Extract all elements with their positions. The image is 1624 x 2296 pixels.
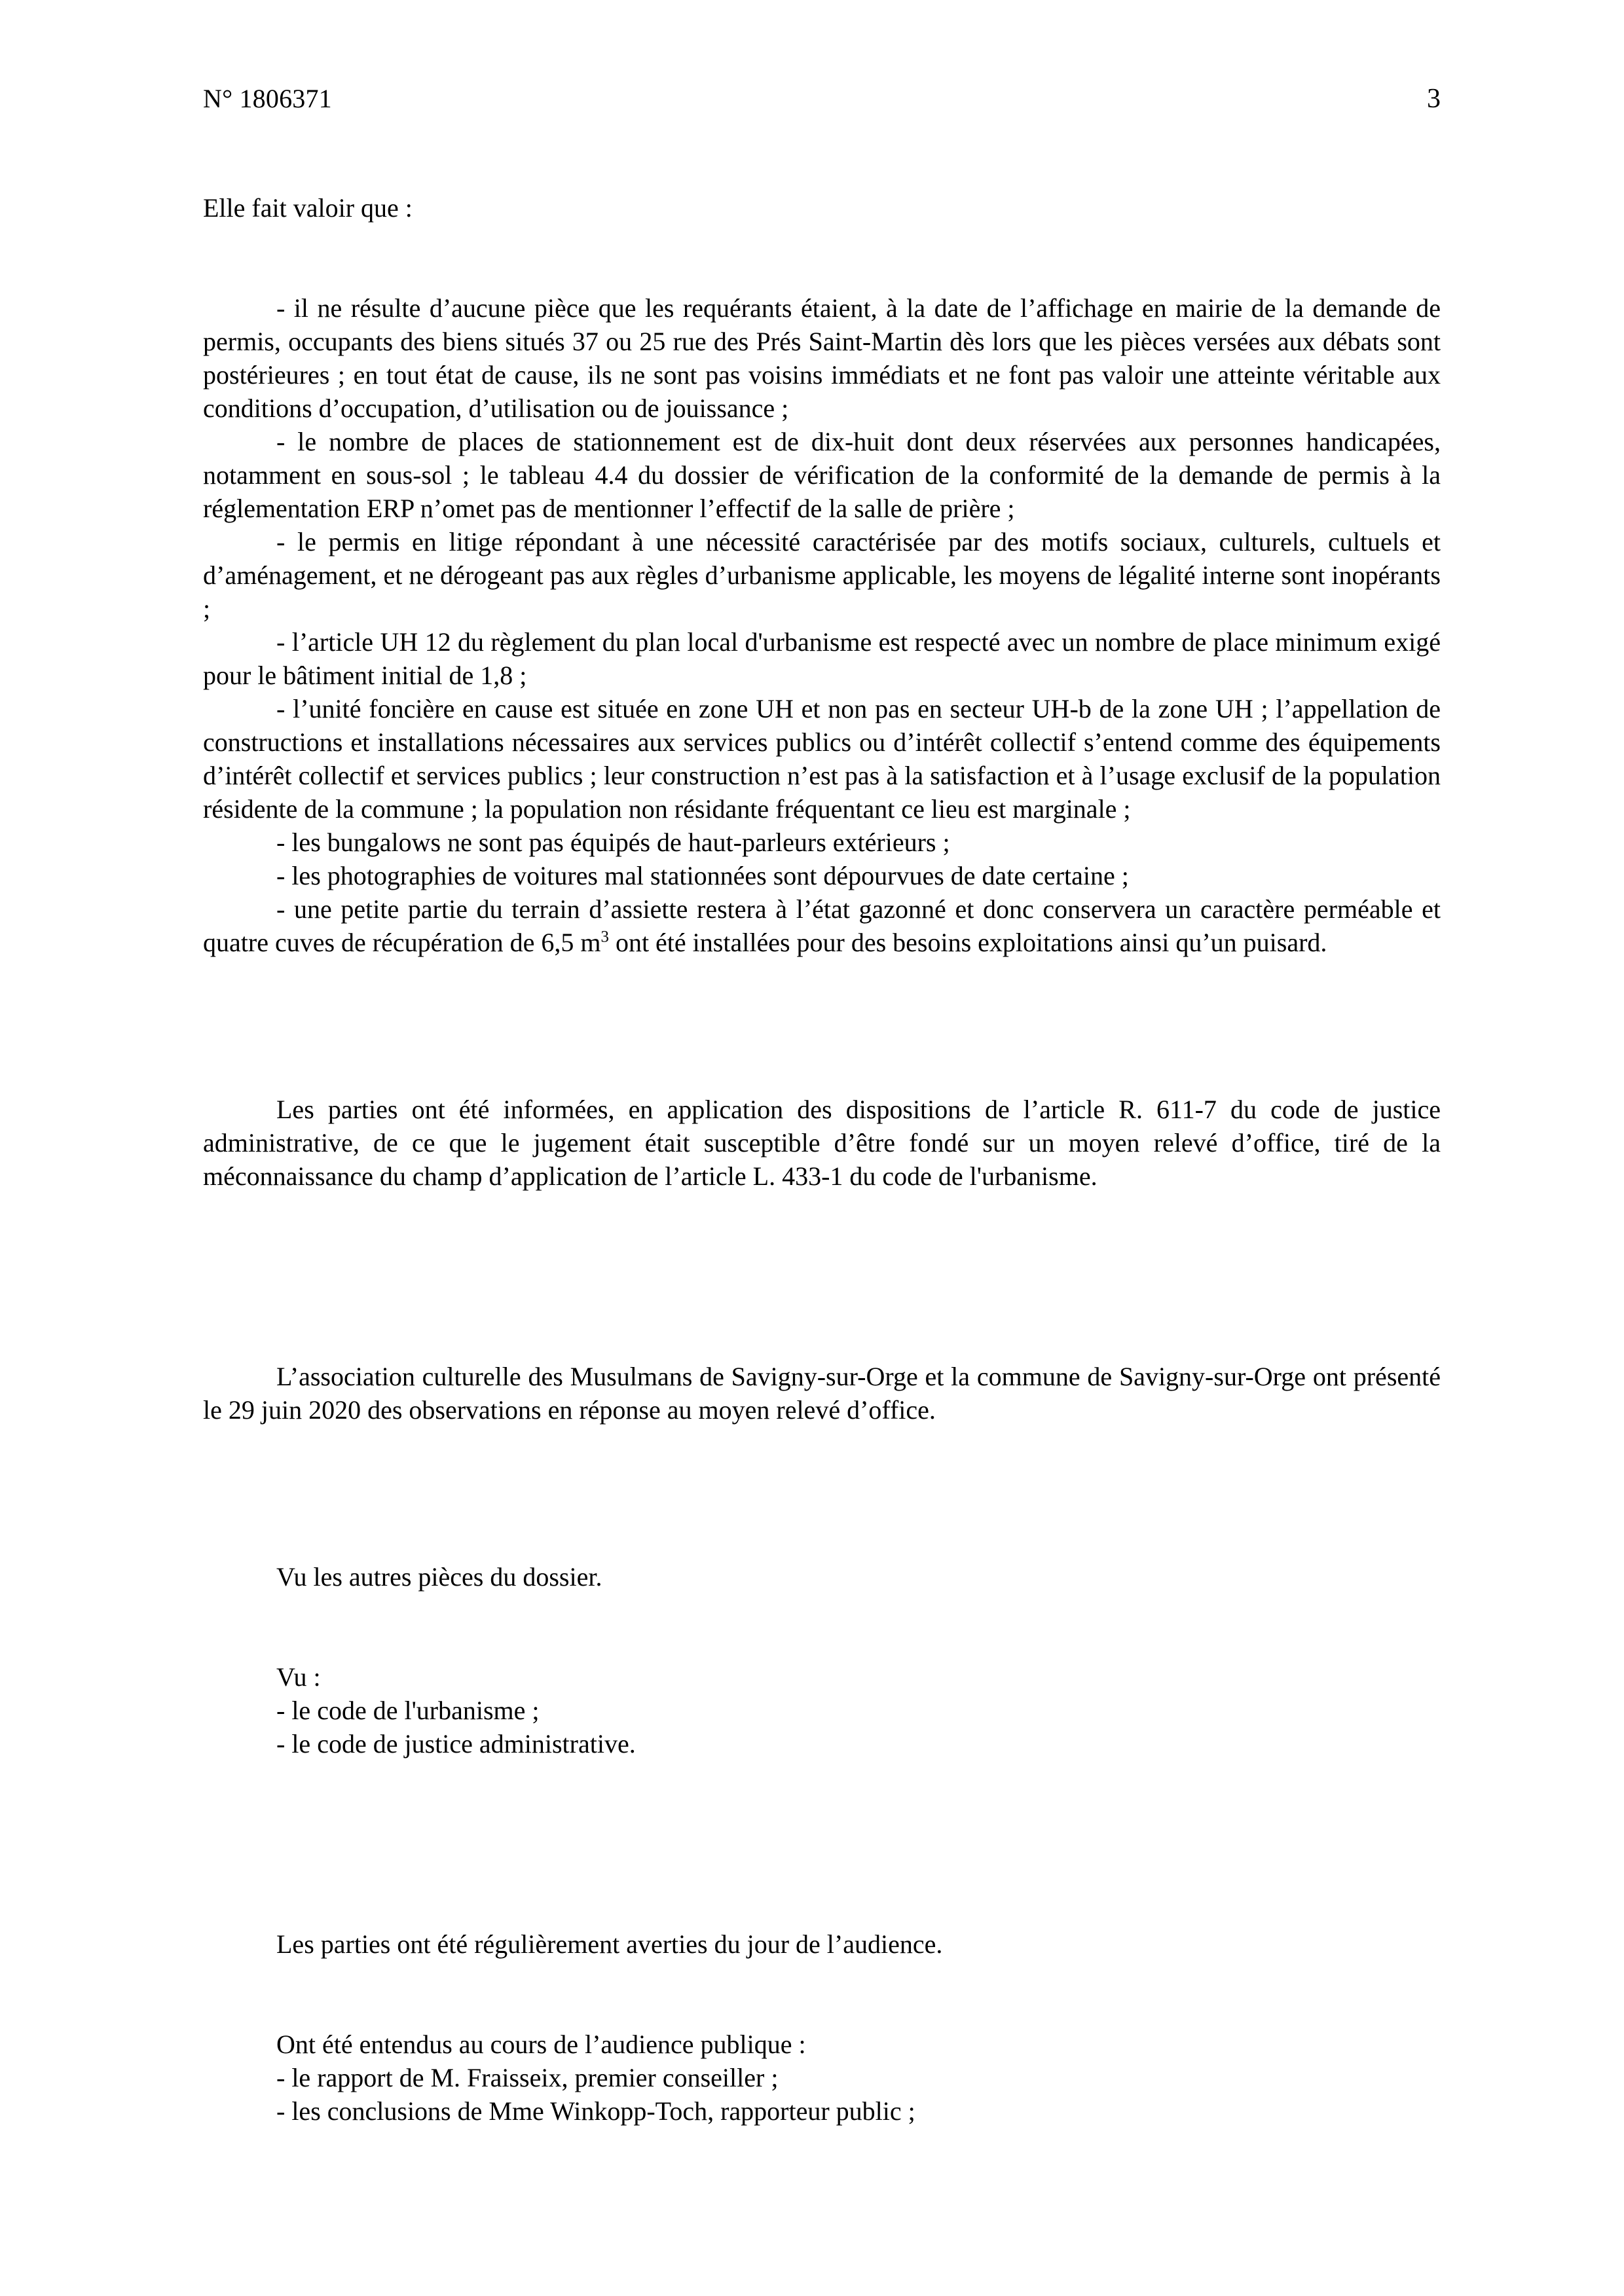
argument-item: - l’article UH 12 du règlement du plan local d'urbanisme est respecté avec un nombre de place minimum exigé pour le bâtiment initial de 1,8 ; bbox=[203, 627, 1441, 690]
argument-item: - il ne résulte d’aucune pièce que les requérants étaient, à la date de l’affichage en mairie de la demande de permis, occupants des biens situés 37 ou 25 rue des Prés Saint-Martin dès lors que les pièces versées aux débats sont postérieures ; en tout état de cause, ils ne sont pas voisins immédiats et ne font pas valoir une atteinte véritable aux conditions d’occupation, d’utilisation ou de jouissance ; bbox=[203, 293, 1441, 423]
spacer bbox=[203, 1193, 1441, 1293]
spacer bbox=[203, 1760, 1441, 1861]
spacer bbox=[203, 1861, 1441, 1927]
intro-paragraph: Elle fait valoir que : bbox=[203, 193, 413, 223]
page-header bbox=[203, 82, 1441, 115]
argument-item: - le nombre de places de stationnement est de dix-huit dont deux réservées aux personnes handicapées, notamment en sous-sol ; le tableau 4.4 du dossier de vérification de la conformité de la demande de permis à la réglementation ERP n’omet pas de mentionner l’effectif de la salle de prière ; bbox=[203, 427, 1441, 523]
spacer bbox=[203, 1527, 1441, 1560]
argument-item-with-unit bbox=[203, 892, 1441, 959]
argument-text-after-unit: ont été installées pour des besoins exploitations ainsi qu’un puisard. bbox=[608, 928, 1327, 957]
spacer bbox=[203, 1961, 1441, 2028]
argument-item: - les photographies de voitures mal stationnées sont dépourvues de date certaine ; bbox=[276, 861, 1129, 890]
cubic-exponent: 3 bbox=[600, 928, 609, 946]
case-number: N° 1806371 bbox=[203, 84, 332, 113]
spacer bbox=[203, 225, 1441, 291]
heard-item: - le rapport de M. Fraisseix, premier conseiller ; bbox=[276, 2063, 779, 2092]
spacer bbox=[203, 959, 1441, 1059]
heard-label: Ont été entendus au cours de l’audience publique : bbox=[276, 2030, 806, 2059]
argument-item: - le permis en litige répondant à une nécessité caractérisée par des motifs sociaux, culturels, cultuels et d’aménagement, et ne dérogeant pas aux règles d’urbanisme applicable, les moyens de légalité interne sont inopérants ; bbox=[203, 527, 1441, 623]
argument-text-before-unit: - une petite partie du terrain d’assiette restera à l’état gazonné et donc conservera un caractère perméable et quatre cuves de récupération de 6,5 m bbox=[203, 894, 1441, 957]
vu-item: - le code de l'urbanisme ; bbox=[276, 1696, 540, 1725]
page-number: 3 bbox=[1427, 84, 1441, 114]
spacer bbox=[203, 1293, 1441, 1360]
vu-other-pieces: Vu les autres pièces du dossier. bbox=[276, 1562, 602, 1592]
argument-item: - les bungalows ne sont pas équipés de haut-parleurs extérieurs ; bbox=[276, 828, 950, 857]
hearing-notice: Les parties ont été régulièrement averties du jour de l’audience. bbox=[276, 1929, 943, 1959]
spacer bbox=[203, 1427, 1441, 1527]
body-column bbox=[203, 191, 1441, 2128]
heard-item: - les conclusions de Mme Winkopp-Toch, rapporteur public ; bbox=[276, 2096, 915, 2126]
spacer bbox=[203, 1594, 1441, 1660]
vu-label: Vu : bbox=[276, 1662, 321, 1692]
vu-item: - le code de justice administrative. bbox=[276, 1729, 636, 1758]
informed-parties-paragraph: Les parties ont été informées, en application des dispositions de l’article R. 611-7 du code de justice administrative, de ce que le jugement était susceptible d’être fondé sur un moyen relevé d’office, tiré de la méconnaissance du champ d’application de l’article L. 433-1 du code de l'urbanisme. bbox=[203, 1095, 1441, 1191]
argument-item: - l’unité foncière en cause est située en zone UH et non pas en secteur UH-b de la zone UH ; l’appellation de constructions et installations nécessaires aux services publics ou d’intérêt collectif s’entend comme des équipements d’intérêt collectif et services publics ; leur construction n’est pas à la satisfaction et à l’usage exclusif de la population résidente de la commune ; la population non résidante fréquentant ce lieu est marginale ; bbox=[203, 694, 1441, 824]
observations-paragraph: L’association culturelle des Musulmans de Savigny-sur-Orge et la commune de Savigny-sur-Orge ont présenté le 29 juin 2020 des observations en réponse au moyen relevé d’office. bbox=[203, 1362, 1441, 1425]
spacer bbox=[203, 1059, 1441, 1093]
